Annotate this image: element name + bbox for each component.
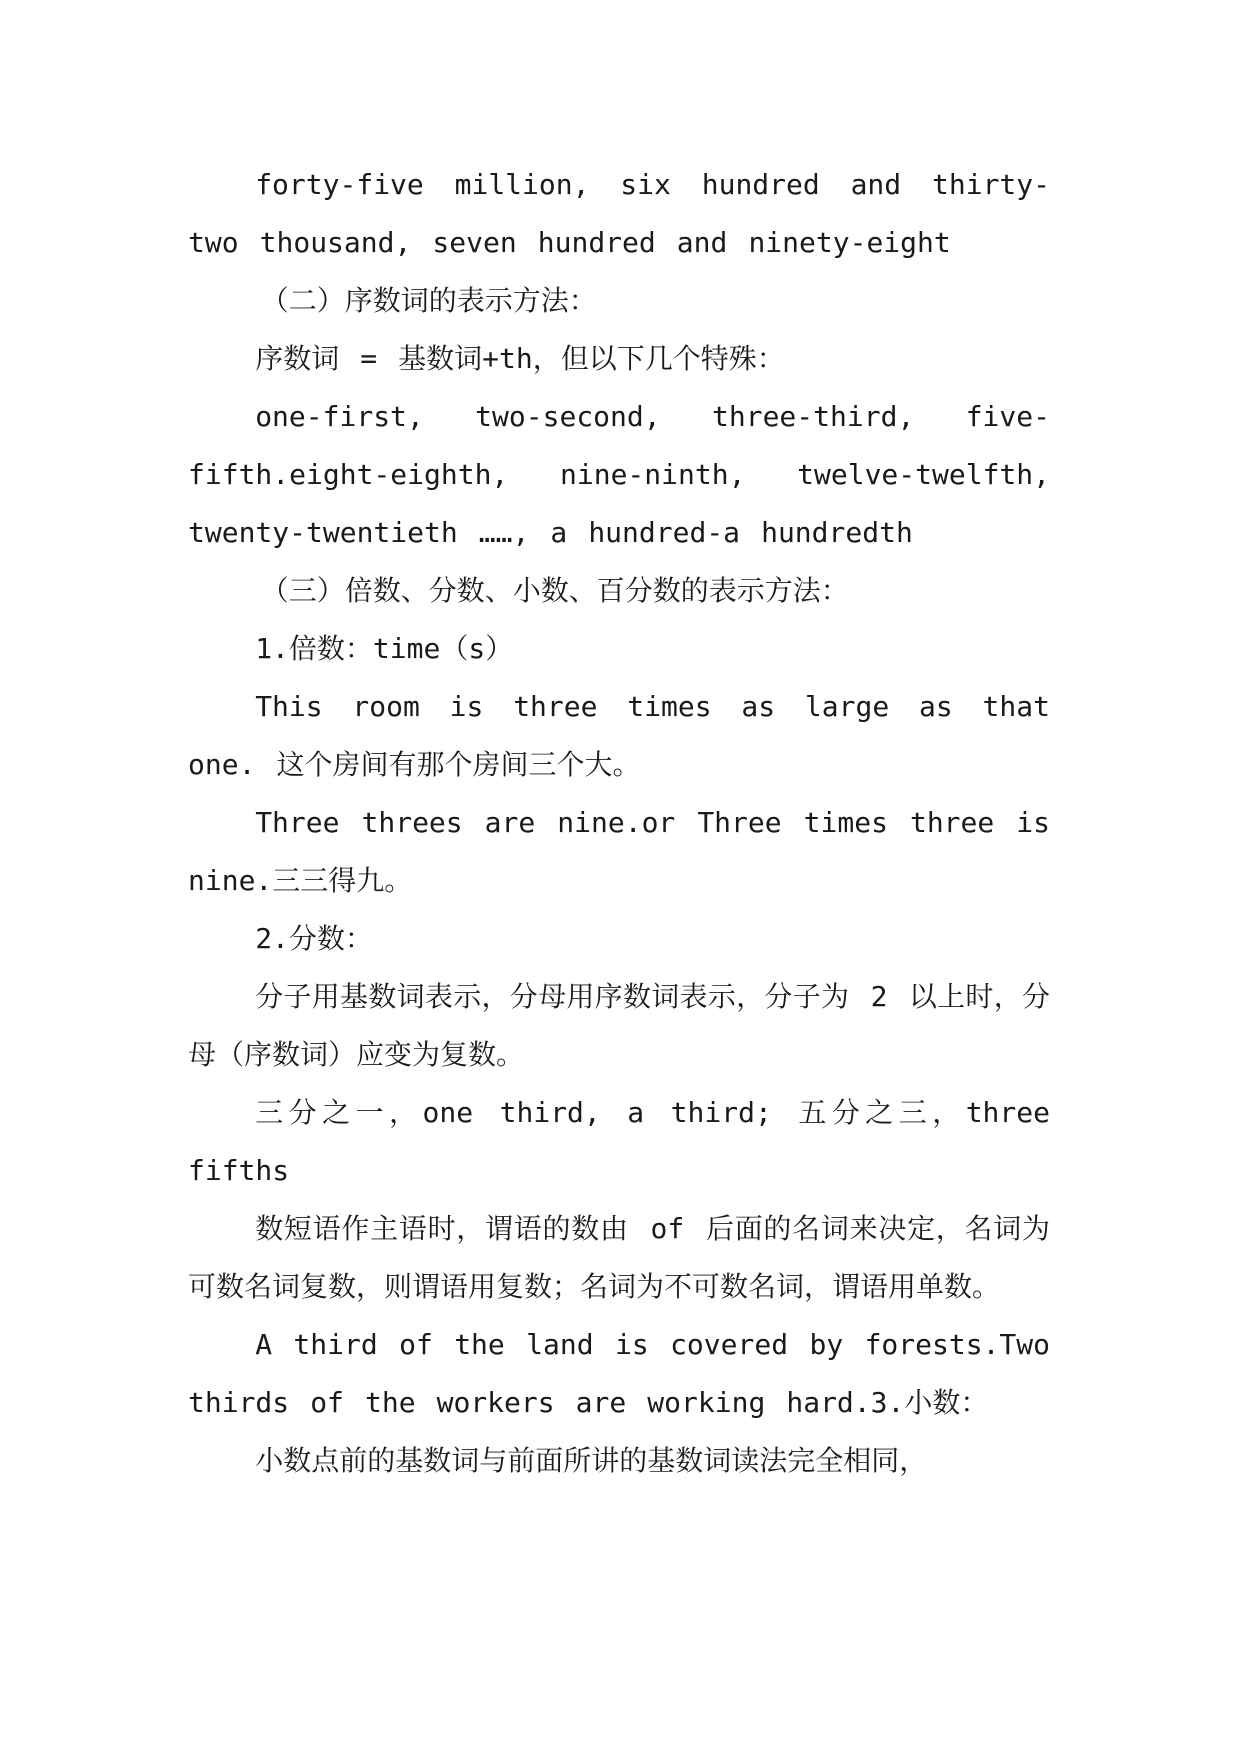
paragraph-multiples-example-1: This room is three times as large as that one. 这个房间有那个房间三个大。: [188, 690, 1050, 781]
paragraph-fraction-sentences: A third of the land is covered by forests.Two thirds of the workers are working hard.3.小数：: [188, 1328, 1050, 1419]
paragraph-fraction-subject-rule: 数短语作主语时，谓语的数由 of 后面的名词来决定，名词为可数名词复数，则谓语用复数；名词为不可数名词，谓语用单数。: [188, 1212, 1050, 1303]
paragraph-fraction-rule: 分子用基数词表示，分母用序数词表示，分子为 2 以上时，分母（序数词）应变为复数。: [188, 980, 1050, 1071]
paragraph-decimals: 小数点前的基数词与前面所讲的基数词读法完全相同，: [255, 1444, 928, 1477]
paragraph-ordinal-examples: one-first, two-second, three-third, five-fifth.eight-eighth, nine-ninth, twelve-twelfth, twenty-twentieth ……, a hundred-a hundredth: [188, 400, 1050, 549]
subheading-fractions: 2.分数：: [255, 922, 373, 955]
paragraph-large-number: forty-five million, six hundred and thirty-two thousand, seven hundred and ninety-eight: [188, 168, 1050, 259]
heading-ordinal-numbers: （二）序数词的表示方法：: [260, 284, 597, 317]
document-page: [188, 156, 1050, 1490]
subheading-multiples: 1.倍数：time（s）: [255, 632, 514, 665]
paragraph-fraction-examples: 三分之一，one third, a third; 五分之三，three fifths: [188, 1096, 1050, 1187]
paragraph-multiples-example-2: Three threes are nine.or Three times three is nine.三三得九。: [188, 806, 1050, 897]
heading-multiples-fractions: （三）倍数、分数、小数、百分数的表示方法：: [260, 574, 849, 607]
paragraph-ordinal-rule: 序数词 = 基数词+th，但以下几个特殊：: [255, 342, 785, 375]
